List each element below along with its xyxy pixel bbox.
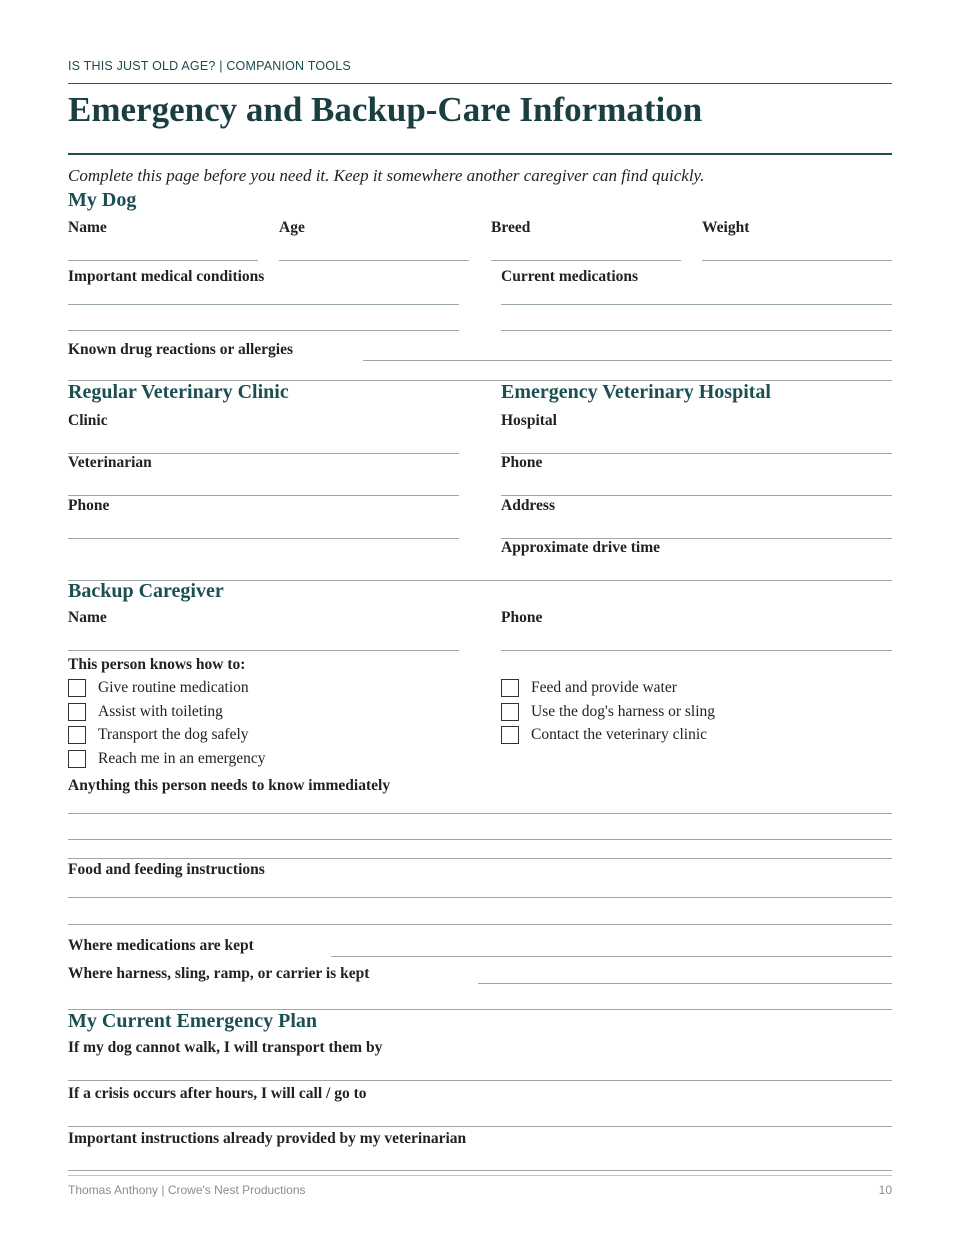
checkbox-label: Reach me in an emergency xyxy=(98,750,266,767)
medications-field-line-1[interactable] xyxy=(501,304,892,305)
conditions-label: Important medical conditions xyxy=(68,268,265,285)
checkbox-routine-medication[interactable] xyxy=(68,679,86,697)
checkbox-label: Transport the dog safely xyxy=(98,726,249,743)
backup-phone-field[interactable] xyxy=(501,650,892,651)
veterinarian-field[interactable] xyxy=(68,495,459,496)
checkbox-harness-sling[interactable] xyxy=(501,703,519,721)
medications-label: Current medications xyxy=(501,268,639,285)
medications-field-line-2[interactable] xyxy=(501,330,892,331)
section-heading-regular-clinic: Regular Veterinary Clinic xyxy=(68,381,289,403)
checkbox-label: Give routine medication xyxy=(98,679,249,696)
section-heading-backup-caregiver: Backup Caregiver xyxy=(68,580,224,602)
title-rule xyxy=(68,153,892,155)
page-number: 10 xyxy=(878,1183,892,1197)
dog-breed-label: Breed xyxy=(491,219,531,236)
immediate-needs-label: Anything this person needs to know immediately xyxy=(68,777,391,794)
dog-name-label: Name xyxy=(68,219,107,236)
meds-location-field[interactable] xyxy=(331,956,892,957)
clinic-phone-field[interactable] xyxy=(68,538,459,539)
running-header: IS THIS JUST OLD AGE? | COMPANION TOOLS xyxy=(68,59,351,73)
section-heading-my-dog: My Dog xyxy=(68,189,137,211)
backup-name-label: Name xyxy=(68,609,107,626)
vet-instructions-label: Important instructions already provided by my veterinarian xyxy=(68,1130,467,1147)
harness-location-field[interactable] xyxy=(478,983,892,984)
footer-credit: Thomas Anthony | Crowe's Nest Productions xyxy=(68,1183,306,1197)
immediate-needs-line-2[interactable] xyxy=(68,839,892,840)
checkbox-transport[interactable] xyxy=(68,726,86,744)
after-hours-label: If a crisis occurs after hours, I will call / go to xyxy=(68,1085,367,1102)
backup-name-field[interactable] xyxy=(68,650,459,651)
transport-plan-field[interactable] xyxy=(68,1080,892,1081)
immediate-needs-line-1[interactable] xyxy=(68,813,892,814)
checkbox-feed-water[interactable] xyxy=(501,679,519,697)
clinic-phone-label: Phone xyxy=(68,497,110,514)
checkbox-label: Contact the veterinary clinic xyxy=(531,726,708,743)
hospital-address-label: Address xyxy=(501,497,555,514)
dog-breed-field[interactable] xyxy=(491,260,681,261)
dog-name-field[interactable] xyxy=(68,260,258,261)
transport-plan-label: If my dog cannot walk, I will transport them by xyxy=(68,1039,383,1056)
hospital-label: Hospital xyxy=(501,412,557,429)
intro-text: Complete this page before you need it. Keep it somewhere another caregiver can find quickly. xyxy=(68,166,705,185)
checkbox-reach-me[interactable] xyxy=(68,750,86,768)
allergies-label: Known drug reactions or allergies xyxy=(68,341,294,358)
clinic-label: Clinic xyxy=(68,412,108,429)
meds-location-label: Where medications are kept xyxy=(68,937,254,954)
harness-location-label: Where harness, sling, ramp, or carrier is kept xyxy=(68,965,370,982)
knows-how-label: This person knows how to: xyxy=(68,656,246,673)
checkbox-label: Assist with toileting xyxy=(98,703,223,720)
dog-age-field[interactable] xyxy=(279,260,469,261)
allergies-field[interactable] xyxy=(363,360,892,361)
dog-age-label: Age xyxy=(279,219,305,236)
conditions-field-line-2[interactable] xyxy=(68,330,459,331)
checkbox-label: Use the dog's harness or sling xyxy=(531,703,716,720)
hospital-phone-label: Phone xyxy=(501,454,543,471)
backup-phone-label: Phone xyxy=(501,609,543,626)
food-instructions-line-1[interactable] xyxy=(68,897,892,898)
checkbox-contact-clinic[interactable] xyxy=(501,726,519,744)
immediate-needs-line-3[interactable] xyxy=(68,858,892,859)
section-heading-emergency-plan: My Current Emergency Plan xyxy=(68,1010,318,1032)
drive-time-label: Approximate drive time xyxy=(501,539,660,556)
checkbox-toileting[interactable] xyxy=(68,703,86,721)
food-instructions-label: Food and feeding instructions xyxy=(68,861,265,878)
dog-weight-label: Weight xyxy=(702,219,750,236)
footer-rule xyxy=(68,1175,892,1176)
checkbox-label: Feed and provide water xyxy=(531,679,677,696)
after-hours-field[interactable] xyxy=(68,1126,892,1127)
section-heading-emergency-hospital: Emergency Veterinary Hospital xyxy=(501,381,771,403)
food-instructions-line-2[interactable] xyxy=(68,924,892,925)
dog-weight-field[interactable] xyxy=(702,260,892,261)
worksheet-page xyxy=(68,0,892,1243)
header-rule xyxy=(68,83,892,84)
veterinarian-label: Veterinarian xyxy=(68,454,152,471)
vet-instructions-field[interactable] xyxy=(68,1170,892,1171)
hospital-phone-field[interactable] xyxy=(501,495,892,496)
page-title: Emergency and Backup-Care Information xyxy=(68,90,703,129)
hospital-field[interactable] xyxy=(501,453,892,454)
conditions-field-line-1[interactable] xyxy=(68,304,459,305)
